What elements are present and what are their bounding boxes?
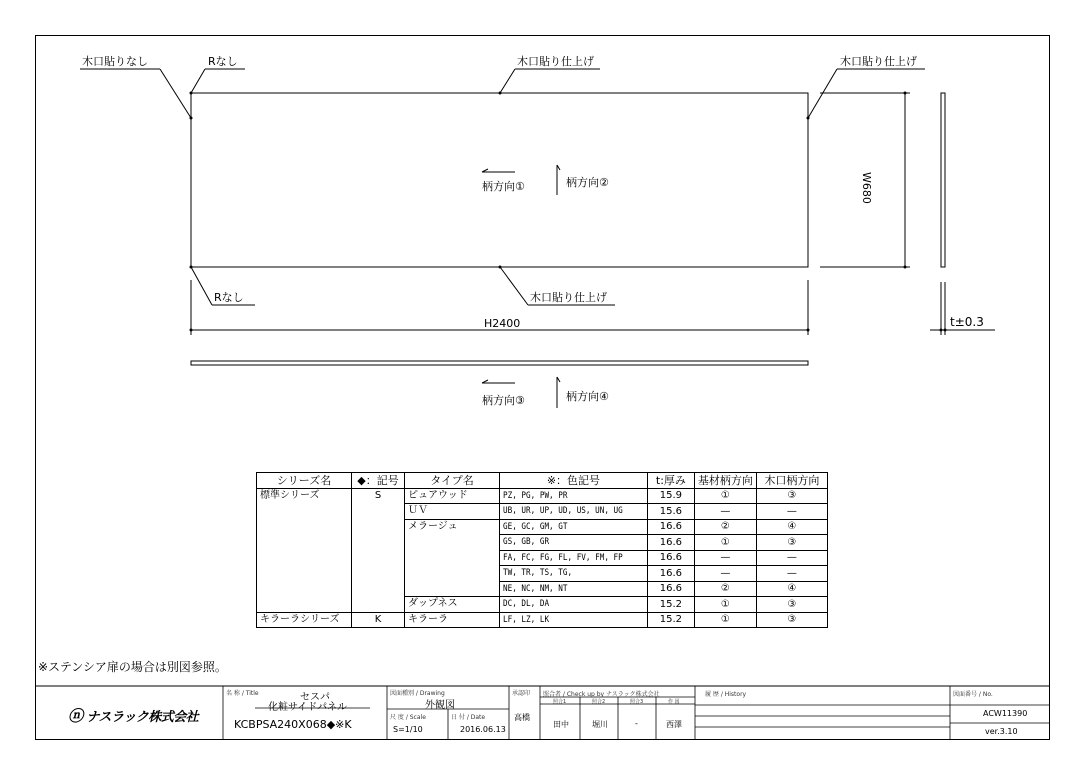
col-header: タイプ名 xyxy=(405,473,500,489)
edge-grain-cell: ③ xyxy=(756,612,827,628)
thickness-cell: 15.2 xyxy=(647,612,694,628)
col-header: 基材柄方向 xyxy=(694,473,756,489)
base-grain-cell: ② xyxy=(694,581,756,597)
edge-grain-cell: ④ xyxy=(756,519,827,535)
company-logo: ⓝ ナスラック株式会社 xyxy=(68,707,199,725)
label-edge-finish-right: 木口貼り仕上げ xyxy=(840,55,917,68)
colors-cell: PZ, PG, PW, PR xyxy=(500,488,648,504)
symbol-cell: K xyxy=(352,612,405,628)
base-grain-cell: ① xyxy=(694,488,756,504)
type-cell: ダップネス xyxy=(405,597,500,613)
type-cell: メラージュ xyxy=(405,519,500,597)
approver-caption: 承認印 xyxy=(512,690,531,697)
colors-cell: TW, TR, TS, TG, xyxy=(500,566,648,582)
product-series: セスパ xyxy=(300,692,330,703)
label-r-none-bottom: Rなし xyxy=(214,291,244,304)
base-grain-cell: ① xyxy=(694,597,756,613)
thickness-cell: 16.6 xyxy=(647,535,694,551)
dimension-thickness: t±0.3 xyxy=(950,315,984,329)
edge-grain-cell: ④ xyxy=(756,581,827,597)
base-grain-cell: ① xyxy=(694,612,756,628)
check-col: 照合3 xyxy=(630,699,644,705)
symbol-cell: S xyxy=(352,488,405,612)
thickness-cell: 16.6 xyxy=(647,519,694,535)
approver-name: 高橋 xyxy=(514,713,530,722)
col-header: ◆：記号 xyxy=(352,473,405,489)
colors-cell: GE, GC, GM, GT xyxy=(500,519,648,535)
dimension-width: W680 xyxy=(860,172,873,204)
document-number: ACW11390 xyxy=(983,709,1028,718)
check-col: 照合2 xyxy=(592,699,606,705)
title-caption: 名 称 / Title xyxy=(226,690,259,697)
base-grain-cell: — xyxy=(694,550,756,566)
checker-1: 田中 xyxy=(553,720,569,729)
label-r-none-top: Rなし xyxy=(208,55,238,68)
base-grain-cell: — xyxy=(694,504,756,520)
grain-direction-2: 柄方向② xyxy=(566,176,609,189)
checker-2: 堀川 xyxy=(592,720,608,729)
grain-direction-4: 柄方向④ xyxy=(566,390,609,403)
edge-grain-cell: — xyxy=(756,566,827,582)
thickness-cell: 15.6 xyxy=(647,504,694,520)
type-cell: キラーラ xyxy=(405,612,500,628)
scale-caption: 尺 度 / Scale xyxy=(390,714,426,721)
product-name: 化粧サイドパネル xyxy=(268,702,348,713)
thickness-cell: 16.6 xyxy=(647,581,694,597)
type-cell: ピュアウッド xyxy=(405,488,500,504)
label-edge-finish-top: 木口貼り仕上げ xyxy=(517,55,594,68)
date-value: 2016.06.13 xyxy=(460,725,506,734)
edge-grain-cell: ③ xyxy=(756,535,827,551)
label-edge-none: 木口貼りなし xyxy=(82,55,148,68)
type-cell: ＵＶ xyxy=(405,504,500,520)
scale-value: S=1/10 xyxy=(393,725,423,734)
model-number: KCBPSA240X068◆※K xyxy=(234,718,352,731)
grain-direction-3: 柄方向③ xyxy=(482,394,525,407)
series-cell: キラーラシリーズ xyxy=(257,612,352,628)
checker-3: - xyxy=(635,719,638,728)
checker-4: 西澤 xyxy=(666,720,682,729)
stencia-note: ※ステンシア扉の場合は別図参照。 xyxy=(38,660,227,674)
check-col: 作 図 xyxy=(668,699,680,705)
edge-grain-cell: ③ xyxy=(756,488,827,504)
edge-grain-cell: — xyxy=(756,550,827,566)
thickness-cell: 15.2 xyxy=(647,597,694,613)
history-caption: 履 歴 / History xyxy=(705,691,747,698)
colors-cell: GS, GB, GR xyxy=(500,535,648,551)
dimension-height: H2400 xyxy=(484,317,521,330)
colors-cell: DC, DL, DA xyxy=(500,597,648,613)
thickness-cell: 16.6 xyxy=(647,566,694,582)
base-grain-cell: ① xyxy=(694,535,756,551)
edge-grain-cell: ③ xyxy=(756,597,827,613)
col-header: ※：色記号 xyxy=(500,473,648,489)
check-caption: 照合者 / Check up by ナスラック株式会社 xyxy=(543,691,660,698)
thickness-cell: 15.9 xyxy=(647,488,694,504)
base-grain-cell: ② xyxy=(694,519,756,535)
colors-cell: UB, UR, UP, UD, US, UN, UG xyxy=(500,504,648,520)
col-header: t:厚み xyxy=(647,473,694,489)
col-header: 木口柄方向 xyxy=(756,473,827,489)
thickness-cell: 16.6 xyxy=(647,550,694,566)
grain-direction-1: 柄方向① xyxy=(482,180,525,193)
col-header: シリーズ名 xyxy=(257,473,352,489)
base-grain-cell: — xyxy=(694,566,756,582)
colors-cell: FA, FC, FG, FL, FV, FM, FP xyxy=(500,550,648,566)
drawing-type: 外観図 xyxy=(425,700,455,711)
check-col: 照合1 xyxy=(553,699,567,705)
series-cell: 標準シリーズ xyxy=(257,488,352,612)
drawing-caption: 図面種別 / Drawing xyxy=(390,690,445,697)
version: ver.3.10 xyxy=(985,727,1018,736)
docno-caption: 図面番号 / No. xyxy=(953,691,993,698)
label-edge-finish-bottom: 木口貼り仕上げ xyxy=(530,291,607,304)
colors-cell: NE, NC, NM, NT xyxy=(500,581,648,597)
date-caption: 日 付 / Date xyxy=(451,714,486,721)
colors-cell: LF, LZ, LK xyxy=(500,612,648,628)
edge-grain-cell: — xyxy=(756,504,827,520)
